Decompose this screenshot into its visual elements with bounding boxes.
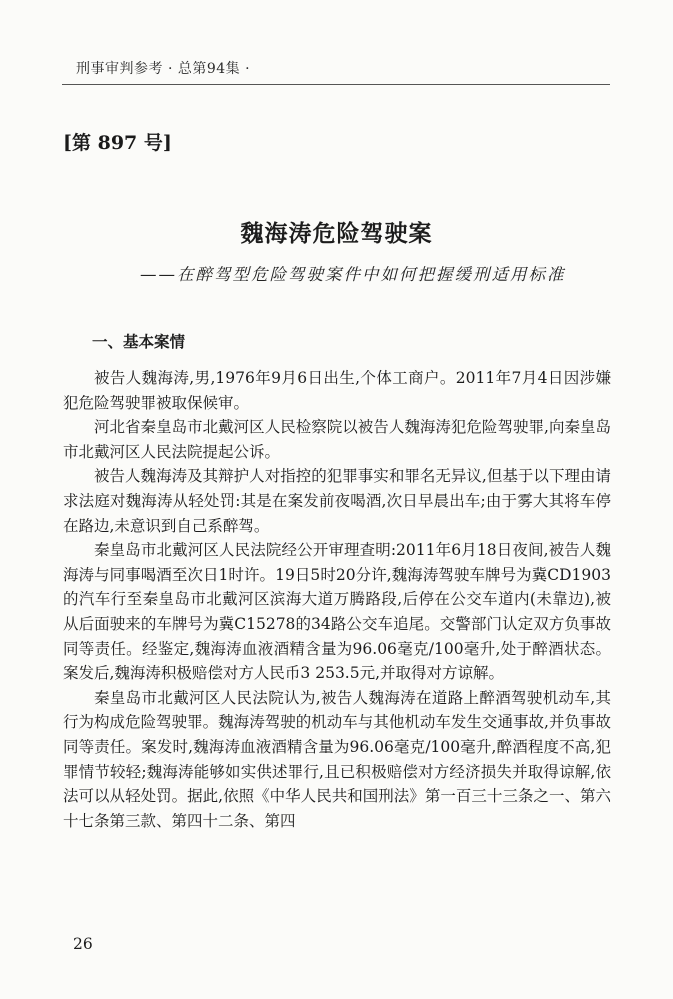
case-number: [第 897 号] [63,132,172,154]
paragraph: 秦皇岛市北戴河区人民法院认为,被告人魏海涛在道路上醉酒驾驶机动车,其行为构成危险驾驶罪。魏海涛驾驶的机动车与其他机动车发生交通事故,并负事故同等责任。案发时,魏海涛血液酒精含量为96.06毫克/100毫升,醉酒程度不高,犯罪情节较轻;魏海涛能够如实供述罪行,且已积极赔偿对方经济损失并取得谅解,依法可以从轻处罚。据此,依照《中华人民共和国刑法》第一百三十三条之一、第六十七条第三款、第四十二条、第四 [63,688,611,830]
paragraph: 被告人魏海涛及其辩护人对指控的犯罪事实和罪名无异议,但基于以下理由请求法庭对魏海涛从轻处罚:其是在案发前夜喝酒,次日早晨出车;由于雾大其将车停在路边,未意识到自己系醉驾。 [63,467,611,535]
page-subtitle: ——在醉驾型危险驾驶案件中如何把握缓刑适用标准 [140,265,566,284]
paragraph: 被告人魏海涛,男,1976年9月6日出生,个体工商户。2011年7月4日因涉嫌犯危险驾驶罪被取保候审。 [63,369,611,412]
paragraph: 秦皇岛市北戴河区人民法院经公开审理查明:2011年6月18日夜间,被告人魏海涛与同事喝酒至次日1时许。19日5时20分许,魏海涛驾驶车牌号为冀CD1903的汽车行至秦皇岛市北戴河区滨海大道万腾路段,后停在公交车道内(未靠边),被从后面驶来的车牌号为冀C15278的34路公交车追尾。交警部门认定双方负事故同等责任。经鉴定,魏海涛血液酒精含量为96.06毫克/100毫升,处于醉酒状态。案发后,魏海涛积极赔偿对方人民币3 253.5元,并取得对方谅解。 [63,541,611,683]
page-number: 26 [73,935,93,953]
running-head: 刑事审判参考 · 总第94集 · [76,61,251,77]
header-divider [62,84,610,85]
section-heading: 一、基本案情 [92,333,186,351]
body-text [63,366,611,833]
page-title: 魏海涛危险驾驶案 [240,220,433,247]
paragraph: 河北省秦皇岛市北戴河区人民检察院以被告人魏海涛犯危险驾驶罪,向秦皇岛市北戴河区人民法院提起公诉。 [63,418,611,461]
